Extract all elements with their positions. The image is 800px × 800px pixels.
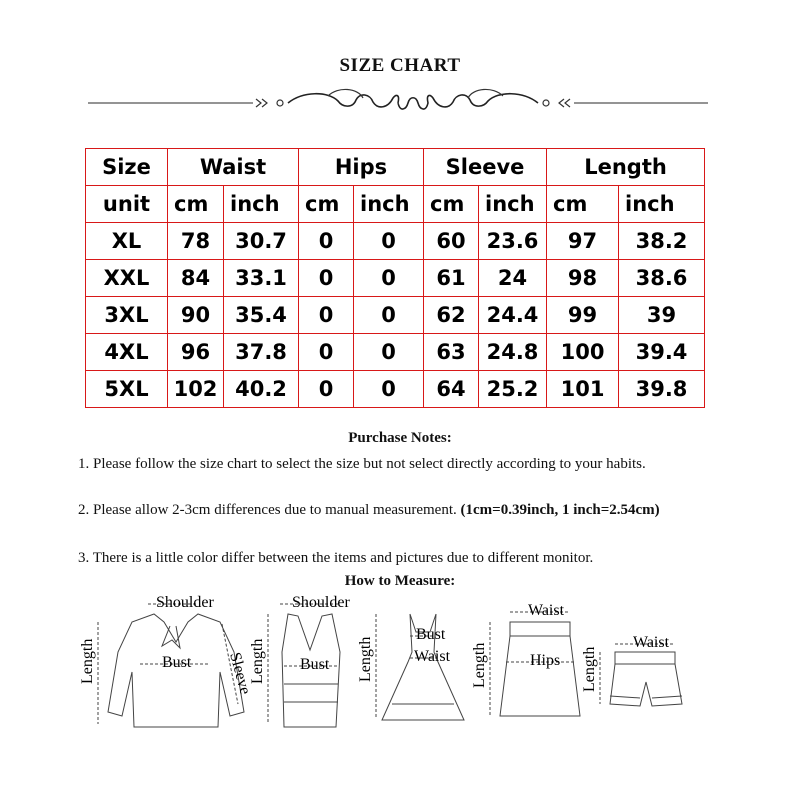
size-cell: XXL xyxy=(86,260,168,297)
value-cell: 84 xyxy=(168,260,224,297)
value-cell: 0 xyxy=(354,297,424,334)
label-bust: Bust xyxy=(300,656,330,673)
header-sleeve: Sleeve xyxy=(424,149,547,186)
value-cell: 78 xyxy=(168,223,224,260)
unit-cell: inch xyxy=(479,186,547,223)
value-cell: 101 xyxy=(547,371,619,408)
value-cell: 0 xyxy=(299,334,354,371)
value-cell: 63 xyxy=(424,334,479,371)
label-length: Length xyxy=(357,636,374,682)
label-bust: Bust xyxy=(416,626,446,643)
unit-cell: inch xyxy=(619,186,705,223)
header-waist: Waist xyxy=(168,149,299,186)
size-cell: XL xyxy=(86,223,168,260)
value-cell: 0 xyxy=(299,371,354,408)
size-cell: 4XL xyxy=(86,334,168,371)
value-cell: 60 xyxy=(424,223,479,260)
value-cell: 100 xyxy=(547,334,619,371)
value-cell: 0 xyxy=(299,260,354,297)
value-cell: 102 xyxy=(168,371,224,408)
value-cell: 0 xyxy=(354,260,424,297)
header-length: Length xyxy=(547,149,705,186)
value-cell: 24.4 xyxy=(479,297,547,334)
table-row xyxy=(86,371,705,408)
unit-cell: cm xyxy=(424,186,479,223)
unit-label: unit xyxy=(86,186,168,223)
unit-cell: cm xyxy=(168,186,224,223)
value-cell: 96 xyxy=(168,334,224,371)
label-waist: Waist xyxy=(528,602,565,619)
measurement-diagrams xyxy=(70,592,730,737)
value-cell: 37.8 xyxy=(224,334,299,371)
label-length: Length xyxy=(581,646,598,692)
unit-cell: inch xyxy=(354,186,424,223)
value-cell: 0 xyxy=(299,297,354,334)
size-cell: 3XL xyxy=(86,297,168,334)
note-2-conversion: (1cm=0.39inch, 1 inch=2.54cm) xyxy=(460,502,660,518)
unit-cell: inch xyxy=(224,186,299,223)
value-cell: 0 xyxy=(299,223,354,260)
value-cell: 97 xyxy=(547,223,619,260)
label-shoulder: Shoulder xyxy=(292,594,350,611)
value-cell: 24.8 xyxy=(479,334,547,371)
how-to-measure-title: How to Measure: xyxy=(344,573,456,589)
label-bust: Bust xyxy=(162,654,192,671)
label-length: Length xyxy=(79,638,96,684)
value-cell: 0 xyxy=(354,371,424,408)
unit-cell: cm xyxy=(547,186,619,223)
purchase-notes-title: Purchase Notes: xyxy=(348,430,452,446)
value-cell: 33.1 xyxy=(224,260,299,297)
value-cell: 23.6 xyxy=(479,223,547,260)
label-length: Length xyxy=(249,638,266,684)
table-row xyxy=(86,297,705,334)
value-cell: 30.7 xyxy=(224,223,299,260)
header-hips: Hips xyxy=(299,149,424,186)
value-cell: 99 xyxy=(547,297,619,334)
value-cell: 39.4 xyxy=(619,334,705,371)
label-sleeve: Sleeve xyxy=(226,650,254,697)
value-cell: 62 xyxy=(424,297,479,334)
value-cell: 39.8 xyxy=(619,371,705,408)
table-header-row xyxy=(86,149,705,186)
value-cell: 98 xyxy=(547,260,619,297)
table-row xyxy=(86,334,705,371)
size-cell: 5XL xyxy=(86,371,168,408)
note-1: 1. Please follow the size chart to select the size but not select directly according to your habits. xyxy=(78,456,646,472)
note-2 xyxy=(78,500,718,520)
value-cell: 25.2 xyxy=(479,371,547,408)
value-cell: 40.2 xyxy=(224,371,299,408)
decorative-divider xyxy=(88,86,708,120)
label-waist: Waist xyxy=(633,634,670,651)
size-table xyxy=(85,148,705,408)
size-chart-title: SIZE CHART xyxy=(339,55,461,76)
value-cell: 38.2 xyxy=(619,223,705,260)
label-waist: Waist xyxy=(414,648,451,665)
label-hips: Hips xyxy=(530,652,561,669)
table-row xyxy=(86,260,705,297)
value-cell: 61 xyxy=(424,260,479,297)
label-shoulder: Shoulder xyxy=(156,594,214,611)
value-cell: 0 xyxy=(354,334,424,371)
value-cell: 38.6 xyxy=(619,260,705,297)
value-cell: 39 xyxy=(619,297,705,334)
unit-cell: cm xyxy=(299,186,354,223)
header-size: Size xyxy=(86,149,168,186)
value-cell: 35.4 xyxy=(224,297,299,334)
value-cell: 64 xyxy=(424,371,479,408)
shorts-diagram xyxy=(600,644,682,706)
note-3: 3. There is a little color differ between the items and pictures due to different monitor. xyxy=(78,550,594,566)
value-cell: 0 xyxy=(354,223,424,260)
value-cell: 90 xyxy=(168,297,224,334)
table-unit-row xyxy=(86,186,705,223)
table-row xyxy=(86,223,705,260)
value-cell: 24 xyxy=(479,260,547,297)
note-2-text: 2. Please allow 2-3cm differences due to manual measurement. xyxy=(78,502,461,518)
label-length: Length xyxy=(471,642,488,688)
